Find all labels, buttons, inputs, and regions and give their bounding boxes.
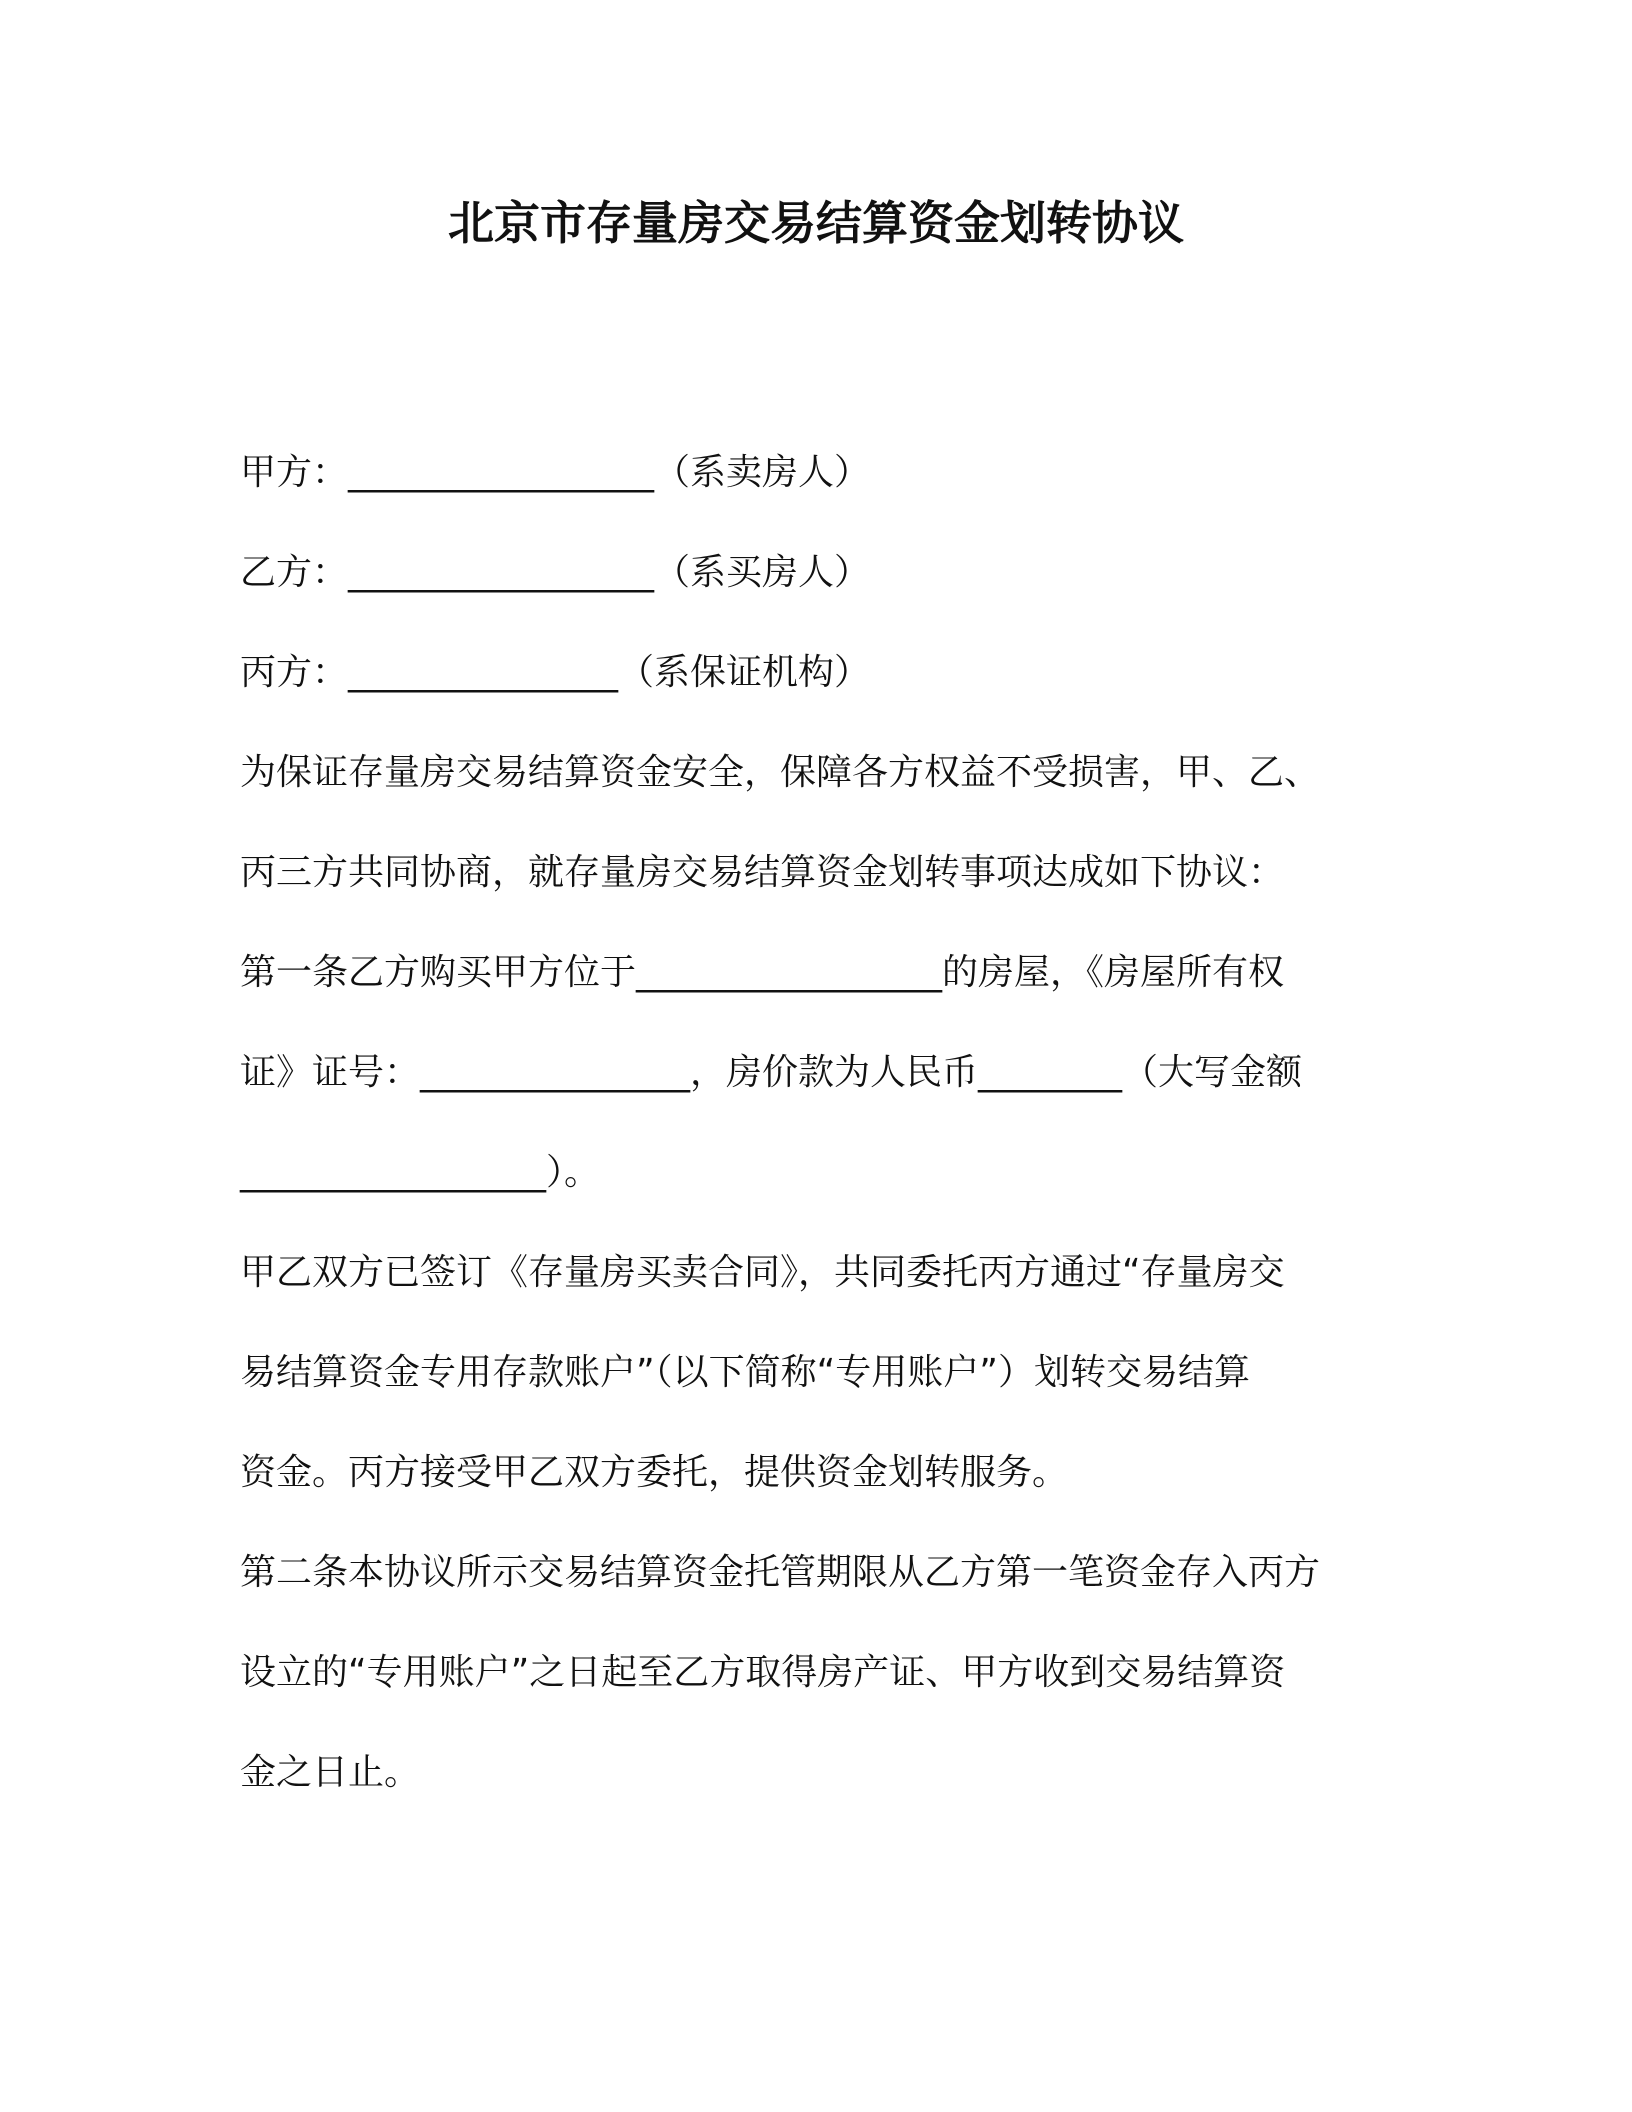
- paragraph-line-1: 甲乙双方已签订《存量房买卖合同》，共同委托丙方通过“存量房交: [240, 1252, 1285, 1293]
- document-title: 北京市存量房交易结算资金划转协议: [448, 196, 1184, 250]
- party-b-line: 乙方：_________________（系买房人）: [240, 552, 871, 593]
- article-1-line-3: _________________）。: [240, 1152, 601, 1193]
- preamble-line-2: 丙三方共同协商，就存量房交易结算资金划转事项达成如下协议：: [240, 852, 1285, 893]
- article-1-line-1: 第一条乙方购买甲方位于_________________的房屋，《房屋所有权: [240, 952, 1285, 993]
- article-2-line-2: 设立的“专用账户”之日起至乙方取得房产证、甲方收到交易结算资: [240, 1652, 1286, 1693]
- party-c-line: 丙方：_______________（系保证机构）: [240, 652, 871, 693]
- party-a-line: 甲方：_________________（系卖房人）: [240, 452, 871, 493]
- paragraph-line-2: 易结算资金专用存款账户”（以下简称“专用账户”）划转交易结算: [240, 1352, 1250, 1393]
- article-2-line-1: 第二条本协议所示交易结算资金托管期限从乙方第一笔资金存入丙方: [240, 1552, 1321, 1593]
- article-2-line-3: 金之日止。: [240, 1752, 421, 1793]
- preamble-line-1: 为保证存量房交易结算资金安全，保障各方权益不受损害，甲、乙、: [240, 752, 1321, 793]
- paragraph-line-3: 资金。丙方接受甲乙双方委托，提供资金划转服务。: [240, 1452, 1069, 1493]
- article-1-line-2: 证》证号：_______________，房价款为人民币________（大写金额: [240, 1052, 1303, 1093]
